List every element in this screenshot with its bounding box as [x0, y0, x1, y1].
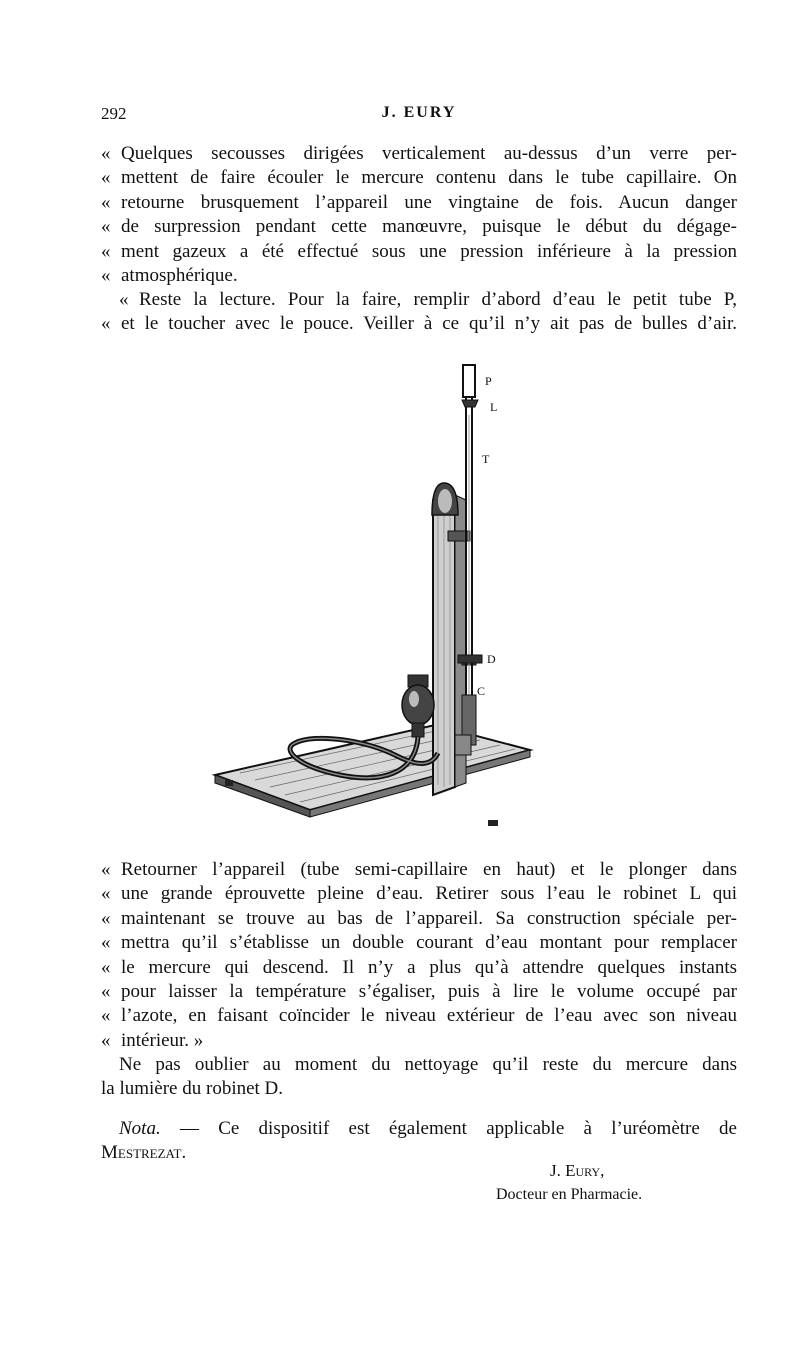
text-line: Ne pas oublier au moment du nettoyage qu’il reste du mercure dans — [119, 1054, 737, 1075]
paragraph-4 — [101, 1053, 737, 1102]
text-line: « mettra qu’il s’établisse un double courant d’eau montant pour remplacer — [101, 932, 737, 954]
apparatus-figure — [200, 355, 560, 845]
nota-paragraph — [101, 1117, 737, 1166]
label-T: T — [482, 452, 490, 466]
label-D: D — [487, 652, 496, 666]
paragraph-2 — [101, 288, 737, 337]
running-title: J. EURY — [381, 104, 457, 121]
text-line: « atmosphérique. — [101, 264, 238, 286]
nota-label: Nota. — [119, 1118, 161, 1139]
text-line: « retourne brusquement l’appareil une vingtaine de fois. Aucun danger — [101, 191, 737, 213]
text-line: « et le toucher avec le pouce. Veiller à ce qu’il n’y ait pas de bulles d’air. — [101, 313, 737, 335]
label-L: L — [490, 400, 498, 414]
paragraph-1 — [101, 142, 737, 288]
apparatus-drawing — [200, 355, 560, 845]
label-P: P — [485, 374, 492, 388]
text-line: « maintenant se trouve au bas de l’appareil. Sa construction spéciale per- — [101, 907, 737, 929]
text-line: « mettent de faire écouler le mercure contenu dans le tube capillaire. On — [101, 167, 737, 189]
text-line: « l’azote, en faisant coïncider le niveau extérieur de l’eau avec son niveau — [101, 1005, 737, 1027]
page-header — [101, 104, 737, 128]
text-line: « Quelques secousses dirigées verticalement au-dessus d’un verre per- — [101, 143, 737, 164]
text-line: « ment gazeux a été effectué sous une pression inférieure à la pression — [101, 240, 737, 262]
text-line: « de surpression pendant cette manœuvre, puisque le début du dégage- — [101, 216, 737, 238]
text-line: la lumière du robinet D. — [101, 1078, 284, 1100]
text-line: Mestrezat. — [101, 1142, 187, 1164]
label-C: C — [477, 684, 486, 698]
signature-name: J. Eury, — [550, 1161, 605, 1180]
text-line: « une grande éprouvette pleine d’eau. Retirer sous l’eau le robinet L qui — [101, 883, 737, 905]
text-line: « intérieur. » — [101, 1029, 204, 1051]
text-line: « le mercure qui descend. Il n’y a plus qu’à attendre quelques instants — [101, 956, 737, 978]
paragraph-3 — [101, 858, 737, 1053]
author-name-mestrezat: Mestrezat — [101, 1142, 182, 1164]
text-line: « pour laisser la température s’égaliser, puis à lire le volume occupé par — [101, 980, 737, 1002]
text-line: Nota. — Ce dispositif est également applicable à l’uréomètre de — [119, 1118, 737, 1139]
page-number: 292 — [101, 104, 127, 123]
signature-title: Docteur en Pharmacie. — [496, 1186, 643, 1203]
text-line: « Reste la lecture. Pour la faire, remplir d’abord d’eau le petit tube P, — [119, 289, 737, 310]
foot — [225, 780, 233, 786]
text-line: « Retourner l’appareil (tube semi-capillaire en haut) et le plonger dans — [101, 859, 737, 880]
